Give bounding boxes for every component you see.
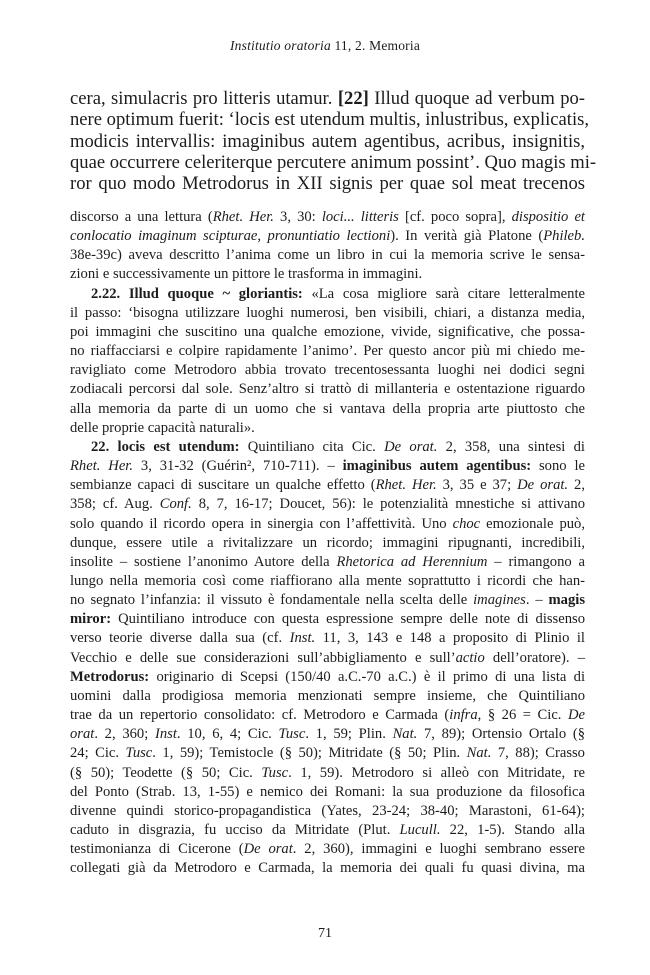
commentary-line: caduto in disgrazia, fu ucciso da Mitridate (Plut. Lucull. 22, 1-5). Stando alla [70,822,585,838]
commentary-line: miror: Quintiliano introduce con questa espressione sempre delle note di dissenso [70,611,585,628]
source-text: Illud quoque ad verbum po- [368,88,586,109]
commentary-line: 38e-39c) aveva descritto l’anima come un libro in cui la memoria scrive le sensa- [70,247,585,264]
commentary-line: 22. locis est utendum: Quintiliano cita Cic. De orat. 2, 358, una sintesi di [91,438,585,455]
commentary-line: no segnato l’infanzia: il vissuto è fondamentale nella scelta delle imagines. – magis [70,592,585,609]
source-text: cera, simulacris pro litteris utamur. [70,88,338,109]
commentary-line: del Ponto (Strab. 13, 1-55) e nemico dei Romani: la sua produzione da filosofica [70,783,585,800]
running-head-title: Institutio oratoria [229,38,331,53]
commentary-line: delle proprie capacità naturali». [70,419,255,436]
commentary-line: dunque, essere utile a rivitalizzare un ricordo; immagini ripugnanti, incredibili, [70,534,585,551]
commentary-line: Rhet. Her. 3, 31-32 (Guérin², 710-711). – imaginibus autem agentibus: sono le [70,458,585,475]
commentary-line: alla memoria da parte di un uomo che si vantava della propria arte piuttosto che [70,400,585,417]
commentary-line: ravigliato come Metrodoro abbia trovato trecentosessanta luoghi nei dodici segni [70,362,585,379]
section-marker: [22] [337,88,369,109]
commentary-line: divenne quindi storico-propagandistica (Yates, 23-24; 38-40; Marastoni, 61-64); [70,802,585,819]
commentary-line: 24; Cic. Tusc. 1, 59); Temistocle (§ 50); Mitridate (§ 50; Plin. Nat. 7, 88); Crasso [70,745,585,762]
lemma: miror: [70,611,112,628]
latin-source-text [70,88,597,195]
commentary-line: discorso a una lettura (Rhet. Her. 3, 30: loci... litteris [cf. poco sopra], dispositio et [70,209,585,225]
commentary-line: sembianze capaci di suscitare un qualche effetto (Rhet. Her. 3, 35 e 37; De orat. 2, [70,477,585,494]
lemma: magis [548,592,585,609]
source-line: quae occurrere celeriterque percutere animum possint’. Quo magis mi- [70,151,597,173]
commentary-line: uomini dalla prodigiosa memoria menzionati sempre insieme, che Quintiliano [70,687,585,704]
commentary-line: collegati già da Metrodoro e Carmada, la memoria dei quali fu quasi divina, ma [70,860,585,877]
source-line [70,88,585,109]
running-head-section: 11, 2. Memoria [330,38,421,53]
source-line: nere optimum fuerit: ‘locis est utendum multis, inlustribus, explicatis, [70,109,589,131]
commentary-line: il passo: ‘bisogna utilizzare luoghi numerosi, ben visibili, chiari, a distanza media, [70,304,585,321]
commentary-line: zioni e successivamente un pittore le trasforma in immagini. [70,266,423,283]
page-number: 71 [318,926,332,941]
commentary-line: verso teorie diverse dalla sua (cf. Inst. 11, 3, 143 e 148 a proposito di Plinio il [70,630,585,647]
commentary-line: testimonianza di Cicerone (De orat. 2, 360), immagini e luoghi sembrano essere [70,841,585,858]
commentary-line: Vecchio e delle sue considerazioni sull’abbigliamento e sull’actio dell’oratore). – [70,649,585,666]
commentary-line: no riaffacciarsi e colpire rapidamente l’animo’. Per questo ancor più mi chiedo me- [70,343,585,360]
running-head [0,38,650,54]
commentary-line: conlocatio imaginum scipturae, pronuntiatio lectioni). In verità già Platone (Phileb. [70,228,585,245]
lemma: Metrodorus: [70,668,150,685]
commentary-line: solo quando il ricordo opera in sinergia con l’affettività. Uno choc emozionale può, [70,515,585,532]
commentary-line: orat. 2, 360; Inst. 10, 6, 4; Cic. Tusc. 1, 59; Plin. Nat. 7, 89); Ortensio Ortalo (§ [70,726,585,743]
commentary-line: 358; cf. Aug. Conf. 8, 7, 16-17; Doucet, 56): le potenzialità mnestiche si attivano [70,496,585,513]
commentary-line: lungo nella memoria così come riaffiorano alla mente soprattutto i ricordi che han- [70,572,585,589]
commentary-line: (§ 50); Teodette (§ 50; Cic. Tusc. 1, 59). Metrodoro si alleò con Mitridate, re [70,764,585,781]
commentary-line: zodiacali percorsi dal sole. Senz’altro si trattò di millanteria e ostentazione riguardo [70,381,585,398]
source-line: modicis intervallis: imaginibus autem agentibus, acribus, insignitis, [70,130,585,152]
commentary-line: insolite – sostiene l’anonimo Autore della Rhetorica ad Herennium – rimangono a [70,553,585,570]
commentary-line: poi immagini che suscitino una qualche emozione, vivide, significative, che possa- [70,323,585,340]
commentary [70,208,585,878]
source-line: ror quo modo Metrodorus in XII signis per quae sol meat trecenos [70,173,585,195]
commentary-line: Metrodorus: originario di Scepsi (150/40 a.C.-70 a.C.) è il primo di una lista di [70,668,585,685]
commentary-line: 2.22. Illud quoque ~ gloriantis: «La cosa migliore sarà citare letteralmente [91,285,585,302]
lemma: 22. locis est utendum: [91,438,240,455]
lemma: imaginibus autem agentibus: [342,458,532,475]
lemma: 2.22. Illud quoque ~ gloriantis: [91,285,303,302]
commentary-line: trae da un repertorio consolidato: cf. Metrodoro e Carmada (infra, § 26 = Cic. De [70,707,585,724]
